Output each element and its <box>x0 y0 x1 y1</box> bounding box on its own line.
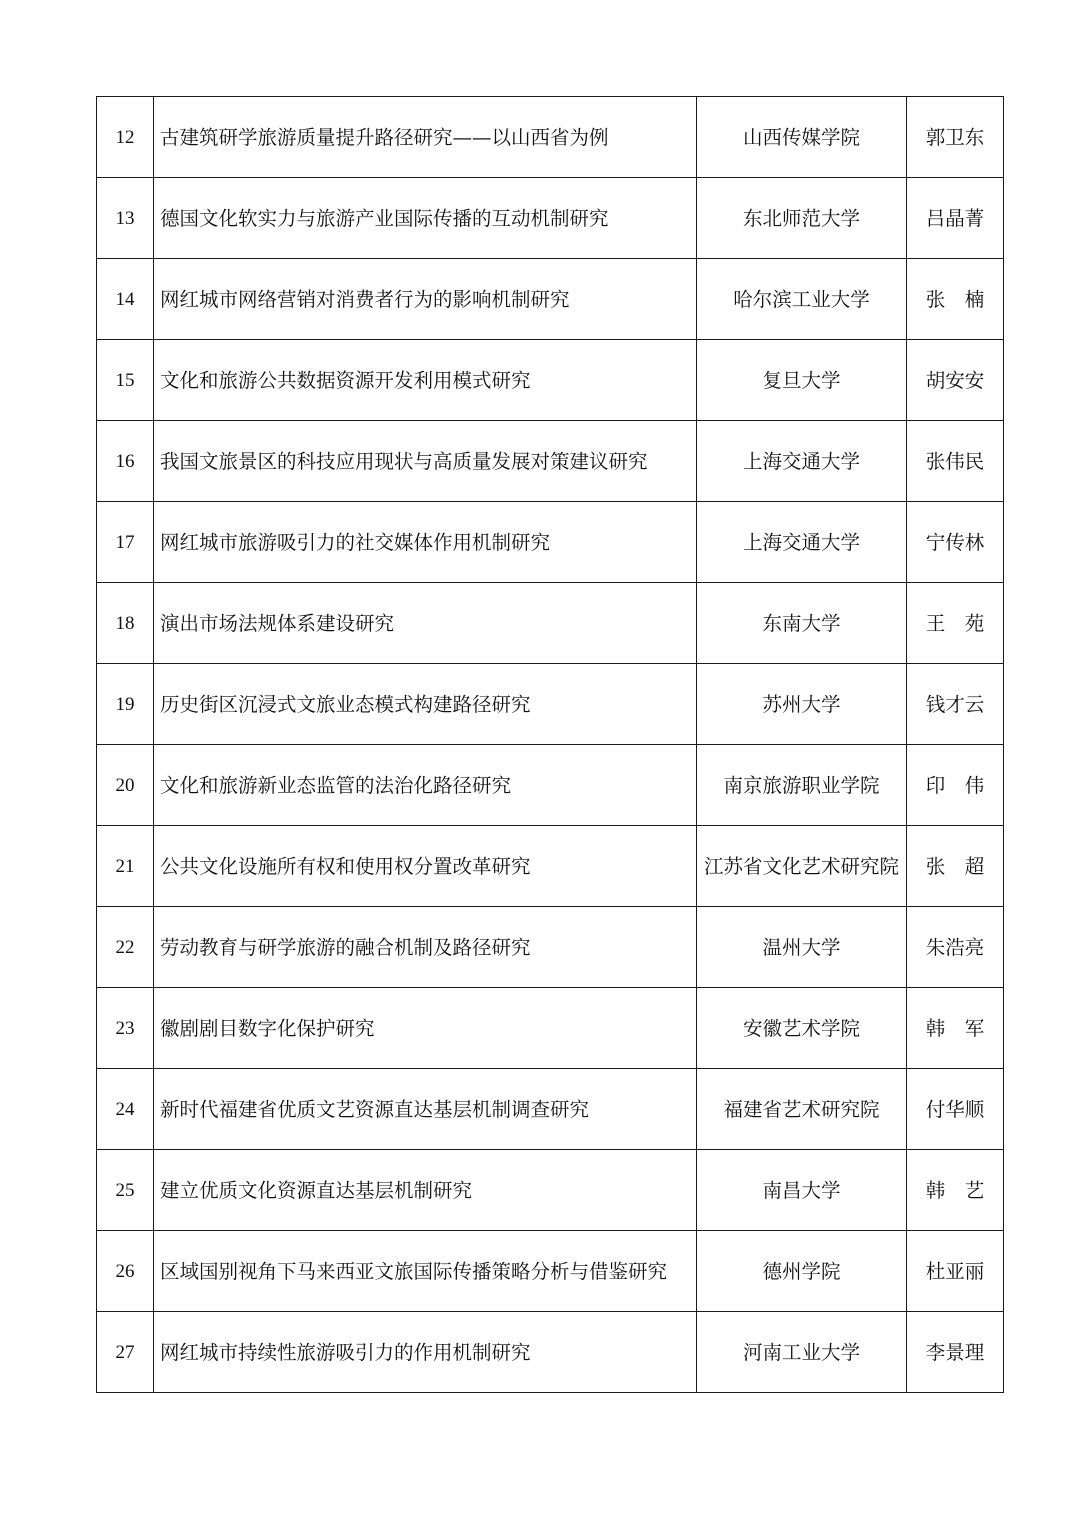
project-title: 网红城市旅游吸引力的社交媒体作用机制研究 <box>160 530 551 554</box>
principal-investigator: 张 超 <box>925 854 985 878</box>
row-number-cell <box>97 1069 154 1150</box>
project-title-cell <box>154 1231 697 1312</box>
table-row <box>97 1069 1004 1150</box>
projects-table-body <box>97 97 1004 1393</box>
project-title-cell <box>154 502 697 583</box>
row-number: 26 <box>115 1261 135 1282</box>
row-number-cell <box>97 97 154 178</box>
principal-investigator-cell <box>907 259 1004 340</box>
institution-cell <box>697 907 907 988</box>
project-title-cell <box>154 259 697 340</box>
institution: 温州大学 <box>762 935 841 959</box>
table-row <box>97 583 1004 664</box>
projects-table <box>96 96 1004 1393</box>
institution: 南昌大学 <box>762 1178 841 1202</box>
table-row <box>97 664 1004 745</box>
principal-investigator-cell <box>907 1069 1004 1150</box>
principal-investigator-cell <box>907 664 1004 745</box>
row-number-cell <box>97 421 154 502</box>
principal-investigator: 王 苑 <box>925 611 985 635</box>
project-title-cell <box>154 1150 697 1231</box>
row-number: 15 <box>115 370 135 391</box>
principal-investigator-cell <box>907 97 1004 178</box>
institution-cell <box>697 421 907 502</box>
row-number-cell <box>97 1231 154 1312</box>
institution-cell <box>697 1231 907 1312</box>
project-title-cell <box>154 745 697 826</box>
table-row <box>97 178 1004 259</box>
principal-investigator-cell <box>907 178 1004 259</box>
table-row <box>97 1312 1004 1393</box>
project-title: 建立优质文化资源直达基层机制研究 <box>160 1178 473 1202</box>
row-number: 14 <box>115 289 135 310</box>
row-number: 22 <box>115 937 135 958</box>
row-number-cell <box>97 340 154 421</box>
table-row <box>97 340 1004 421</box>
project-title: 徽剧剧目数字化保护研究 <box>160 1016 375 1040</box>
institution: 安徽艺术学院 <box>742 1016 860 1040</box>
institution: 哈尔滨工业大学 <box>733 287 870 311</box>
row-number: 24 <box>115 1099 135 1120</box>
principal-investigator: 郭卫东 <box>925 125 985 149</box>
principal-investigator: 宁传林 <box>925 530 985 554</box>
project-title: 我国文旅景区的科技应用现状与高质量发展对策建议研究 <box>160 449 648 473</box>
table-row <box>97 97 1004 178</box>
table-row <box>97 907 1004 988</box>
project-title: 古建筑研学旅游质量提升路径研究——以山西省为例 <box>160 125 609 149</box>
institution-cell <box>697 178 907 259</box>
row-number-cell <box>97 907 154 988</box>
project-title-cell <box>154 178 697 259</box>
table-row <box>97 988 1004 1069</box>
project-title-cell <box>154 421 697 502</box>
row-number-cell <box>97 1312 154 1393</box>
row-number: 16 <box>115 451 135 472</box>
row-number-cell <box>97 826 154 907</box>
principal-investigator: 付华顺 <box>925 1097 985 1121</box>
principal-investigator: 吕晶菁 <box>925 206 985 230</box>
institution-cell <box>697 97 907 178</box>
project-title-cell <box>154 664 697 745</box>
project-title: 劳动教育与研学旅游的融合机制及路径研究 <box>160 935 531 959</box>
project-title: 文化和旅游公共数据资源开发利用模式研究 <box>160 368 531 392</box>
row-number: 25 <box>115 1180 135 1201</box>
institution: 南京旅游职业学院 <box>723 773 880 797</box>
project-title-cell <box>154 340 697 421</box>
table-row <box>97 502 1004 583</box>
principal-investigator-cell <box>907 502 1004 583</box>
row-number-cell <box>97 583 154 664</box>
project-title: 公共文化设施所有权和使用权分置改革研究 <box>160 854 531 878</box>
project-title-cell <box>154 988 697 1069</box>
row-number-cell <box>97 745 154 826</box>
principal-investigator: 胡安安 <box>925 368 985 392</box>
institution-cell <box>697 1312 907 1393</box>
principal-investigator-cell <box>907 1231 1004 1312</box>
project-title-cell <box>154 583 697 664</box>
institution: 河南工业大学 <box>742 1340 860 1364</box>
institution-cell <box>697 340 907 421</box>
institution-cell <box>697 1069 907 1150</box>
institution: 福建省艺术研究院 <box>723 1097 880 1121</box>
row-number-cell <box>97 664 154 745</box>
principal-investigator-cell <box>907 340 1004 421</box>
row-number: 13 <box>115 208 135 229</box>
institution-cell <box>697 988 907 1069</box>
project-title: 区域国别视角下马来西亚文旅国际传播策略分析与借鉴研究 <box>160 1259 668 1283</box>
project-title: 文化和旅游新业态监管的法治化路径研究 <box>160 773 512 797</box>
principal-investigator: 韩 军 <box>925 1016 985 1040</box>
project-title-cell <box>154 826 697 907</box>
institution-cell <box>697 259 907 340</box>
institution: 复旦大学 <box>762 368 841 392</box>
row-number: 19 <box>115 694 135 715</box>
principal-investigator: 张 楠 <box>925 287 985 311</box>
principal-investigator-cell <box>907 907 1004 988</box>
row-number: 12 <box>115 127 135 148</box>
project-title: 网红城市持续性旅游吸引力的作用机制研究 <box>160 1340 531 1364</box>
project-title: 网红城市网络营销对消费者行为的影响机制研究 <box>160 287 570 311</box>
row-number: 21 <box>115 856 135 877</box>
row-number: 20 <box>115 775 135 796</box>
institution-cell <box>697 664 907 745</box>
row-number: 18 <box>115 613 135 634</box>
table-row <box>97 1150 1004 1231</box>
principal-investigator-cell <box>907 988 1004 1069</box>
table-row <box>97 259 1004 340</box>
project-title-cell <box>154 1312 697 1393</box>
principal-investigator-cell <box>907 583 1004 664</box>
institution: 东北师范大学 <box>742 206 860 230</box>
institution-cell <box>697 745 907 826</box>
principal-investigator: 李景理 <box>925 1340 985 1364</box>
row-number-cell <box>97 988 154 1069</box>
row-number-cell <box>97 1150 154 1231</box>
project-title-cell <box>154 1069 697 1150</box>
project-title: 新时代福建省优质文艺资源直达基层机制调查研究 <box>160 1097 590 1121</box>
project-title: 历史街区沉浸式文旅业态模式构建路径研究 <box>160 692 531 716</box>
principal-investigator: 韩 艺 <box>925 1178 985 1202</box>
table-row <box>97 421 1004 502</box>
project-title: 演出市场法规体系建设研究 <box>160 611 395 635</box>
row-number-cell <box>97 259 154 340</box>
institution-cell <box>697 826 907 907</box>
institution-cell <box>697 583 907 664</box>
principal-investigator: 朱浩亮 <box>925 935 985 959</box>
table-row <box>97 745 1004 826</box>
table-row <box>97 826 1004 907</box>
row-number: 27 <box>115 1342 135 1363</box>
principal-investigator: 钱才云 <box>925 692 985 716</box>
principal-investigator: 印 伟 <box>925 773 985 797</box>
institution: 山西传媒学院 <box>742 125 860 149</box>
institution-cell <box>697 1150 907 1231</box>
row-number-cell <box>97 502 154 583</box>
project-title: 德国文化软实力与旅游产业国际传播的互动机制研究 <box>160 206 609 230</box>
institution: 上海交通大学 <box>742 449 860 473</box>
institution-cell <box>697 502 907 583</box>
principal-investigator-cell <box>907 1312 1004 1393</box>
project-title-cell <box>154 97 697 178</box>
project-title-cell <box>154 907 697 988</box>
table-row <box>97 1231 1004 1312</box>
principal-investigator-cell <box>907 421 1004 502</box>
principal-investigator-cell <box>907 745 1004 826</box>
institution: 德州学院 <box>762 1259 841 1283</box>
principal-investigator-cell <box>907 826 1004 907</box>
principal-investigator-cell <box>907 1150 1004 1231</box>
institution: 东南大学 <box>762 611 841 635</box>
principal-investigator: 张伟民 <box>925 449 985 473</box>
institution: 苏州大学 <box>762 692 841 716</box>
row-number-cell <box>97 178 154 259</box>
institution: 上海交通大学 <box>742 530 860 554</box>
institution: 江苏省文化艺术研究院 <box>703 854 899 878</box>
row-number: 17 <box>115 532 135 553</box>
principal-investigator: 杜亚丽 <box>925 1259 985 1283</box>
row-number: 23 <box>115 1018 135 1039</box>
